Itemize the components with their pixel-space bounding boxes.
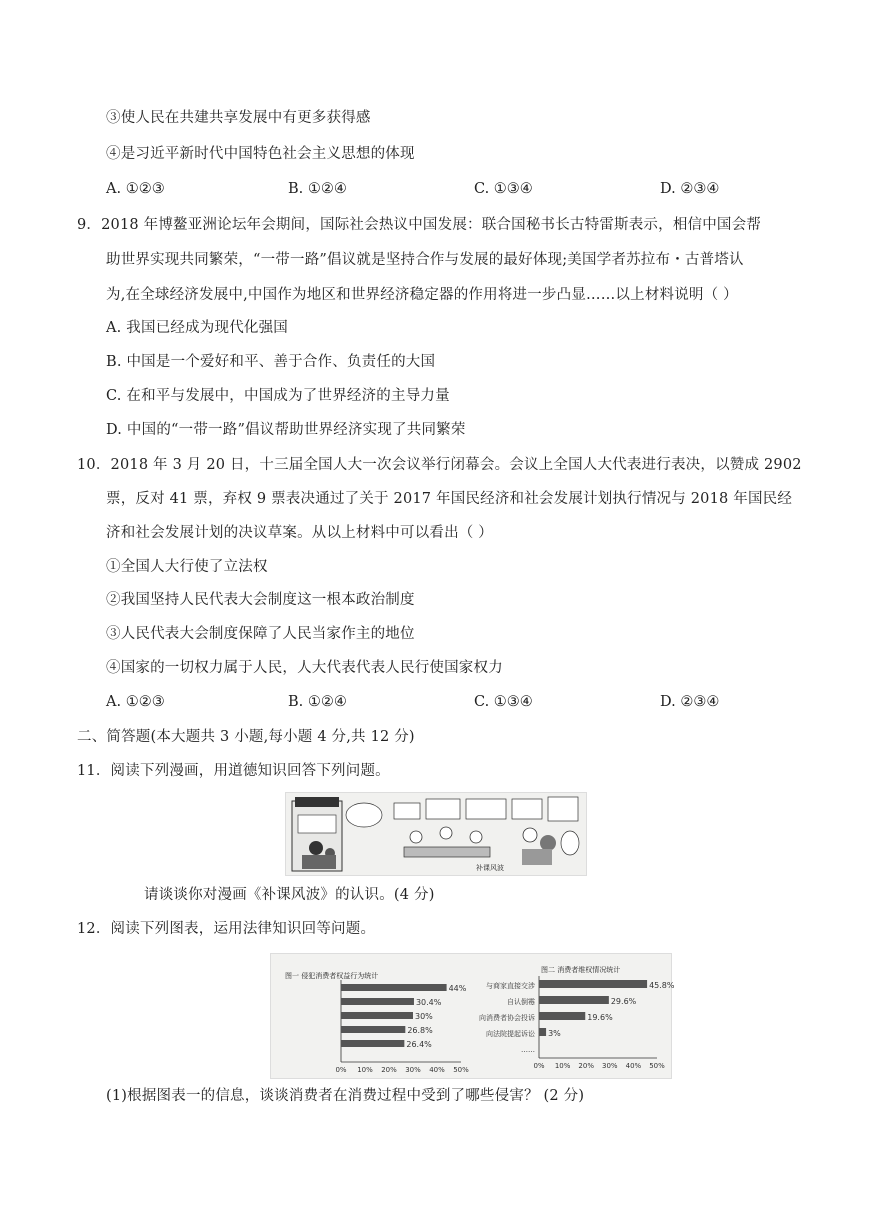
q10-option-d: D. ②③④ [660,694,720,710]
q10-item-3: ③人民代表大会制度保障了人民当家作主的地位 [106,626,415,642]
q8-option-c: C. ①③④ [474,181,533,197]
chart1-bar [341,998,414,1005]
chart1-value-label: 30% [415,1012,433,1021]
q11-subquestion: 请谈谈你对漫画《补课风波》的认识。(4 分) [144,887,435,903]
chart2-category-label: 向法院提起诉讼 [486,1030,535,1038]
chart2-category-label: 向消费者协会投诉 [479,1014,535,1022]
chart2-value-label: 45.8% [649,981,675,990]
chart2-category-label: 自认倒霉 [507,998,535,1006]
chart2-bar [539,996,609,1004]
chart2-tick-label: 0% [533,1062,545,1070]
chart1-value-label: 44% [448,984,467,993]
chart2-value-label: 29.6% [610,997,637,1006]
q8-item-3: ③使人民在共建共享发展中有更多获得感 [106,110,371,126]
chart1-tick-label: 40% [429,1066,445,1074]
chart2-value-label: 19.6% [587,1013,613,1022]
chart1-bar [341,1040,404,1047]
q11-stem: 11．阅读下列漫画，用道德知识回答下列问题。 [77,763,390,779]
chart1-value-label: 30.4% [415,998,442,1007]
q9-option-d: D. 中国的“一带一路”倡议帮助世界经济实现了共同繁荣 [106,422,466,438]
chart1-bar [341,984,447,991]
chart2-bar [539,1028,546,1036]
chart1-tick-label: 30% [405,1066,421,1074]
chart2-category-label: …… [521,1046,535,1054]
chart2-tick-label: 30% [602,1062,618,1070]
q12-stem: 12．阅读下列图表，运用法律知识回等问题。 [77,921,376,937]
q9-stem-line-1: 9．2018 年博鳌亚洲论坛年会期间，国际社会热议中国发展：联合国秘书长古特雷斯表示，相信中国会帮 [77,217,762,233]
q9-stem-line-3: 为,在全球经济发展中,中国作为地区和世界经济稳定器的作用将进一步凸显……以上材料说明（ ） [106,287,738,303]
q9-option-b: B. 中国是一个爱好和平、善于合作、负责任的大国 [106,354,436,370]
chart2-tick-label: 40% [625,1062,642,1070]
q9-stem-line-2: 助世界实现共同繁荣，“一带一路”倡议就是坚持合作与发展的最好体现;美国学者苏拉布・古普塔认 [106,252,744,268]
section-heading: 二、简答题(本大题共 3 小题,每小题 4 分,共 12 分) [77,729,415,745]
q10-item-4: ④国家的一切权力属于人民，人大代表代表人民行使国家权力 [106,660,503,676]
chart1-tick-label: 50% [453,1066,469,1074]
q10-stem-line-1: 10．2018 年 3 月 20 日，十三届全国人大一次会议举行闭幕会。会议上全国人大代表进行表决，以赞成 2902 [77,457,802,473]
chart1-tick-label: 10% [357,1066,373,1074]
chart2-tick-label: 20% [578,1062,594,1070]
q9-option-c: C. 在和平与发展中，中国成为了世界经济的主导力量 [106,388,450,404]
comic-image [285,792,587,876]
chart1-bar [341,1026,405,1033]
q8-option-d: D. ②③④ [660,181,720,197]
chart2-category-label: 与商家直接交涉 [486,982,535,990]
chart1-value-label: 26.8% [407,1026,433,1035]
q9-option-a: A. 我国已经成为现代化强国 [106,320,288,336]
chart2-tick-label: 10% [554,1062,571,1070]
comic-caption: 补课风波 [476,864,504,872]
q10-option-a: A. ①②③ [106,694,165,710]
chart2-bar [539,980,647,988]
q10-stem-line-3: 济和社会发展计划的决议草案。从以上材料中可以看出（ ） [106,525,494,541]
chart1-title: 图一 侵犯消费者权益行为统计 [285,972,379,980]
chart1-tick-label: 0% [335,1066,347,1074]
chart2-tick-label: 50% [649,1062,665,1070]
chart2-bar [539,1012,585,1020]
chart1-value-label: 26.4% [406,1040,432,1049]
q10-item-2: ②我国坚持人民代表大会制度这一根本政治制度 [106,592,415,608]
q10-stem-line-2: 票，反对 41 票，弃权 9 票表决通过了关于 2017 年国民经济和社会发展计划执行情况与 2018 年国民经 [106,491,793,507]
q8-option-a: A. ①②③ [106,181,165,197]
q10-option-b: B. ①②④ [288,694,347,710]
chart1-bar [341,1012,413,1019]
survey-charts-svg [271,954,675,1078]
chart1-tick-label: 20% [381,1066,397,1074]
q8-item-4: ④是习近平新时代中国特色社会主义思想的体现 [106,146,415,162]
chart2-title: 图二 消费者维权情况统计 [541,966,621,974]
q12-subquestion-1: (1)根据图表一的信息，谈谈消费者在消费过程中受到了哪些侵害？ (2 分) [106,1088,585,1104]
q10-item-1: ①全国人大行使了立法权 [106,559,268,575]
q8-option-b: B. ①②④ [288,181,347,197]
survey-chart-image [270,953,675,1079]
chart2-value-label: 3% [548,1029,561,1038]
q10-option-c: C. ①③④ [474,694,533,710]
